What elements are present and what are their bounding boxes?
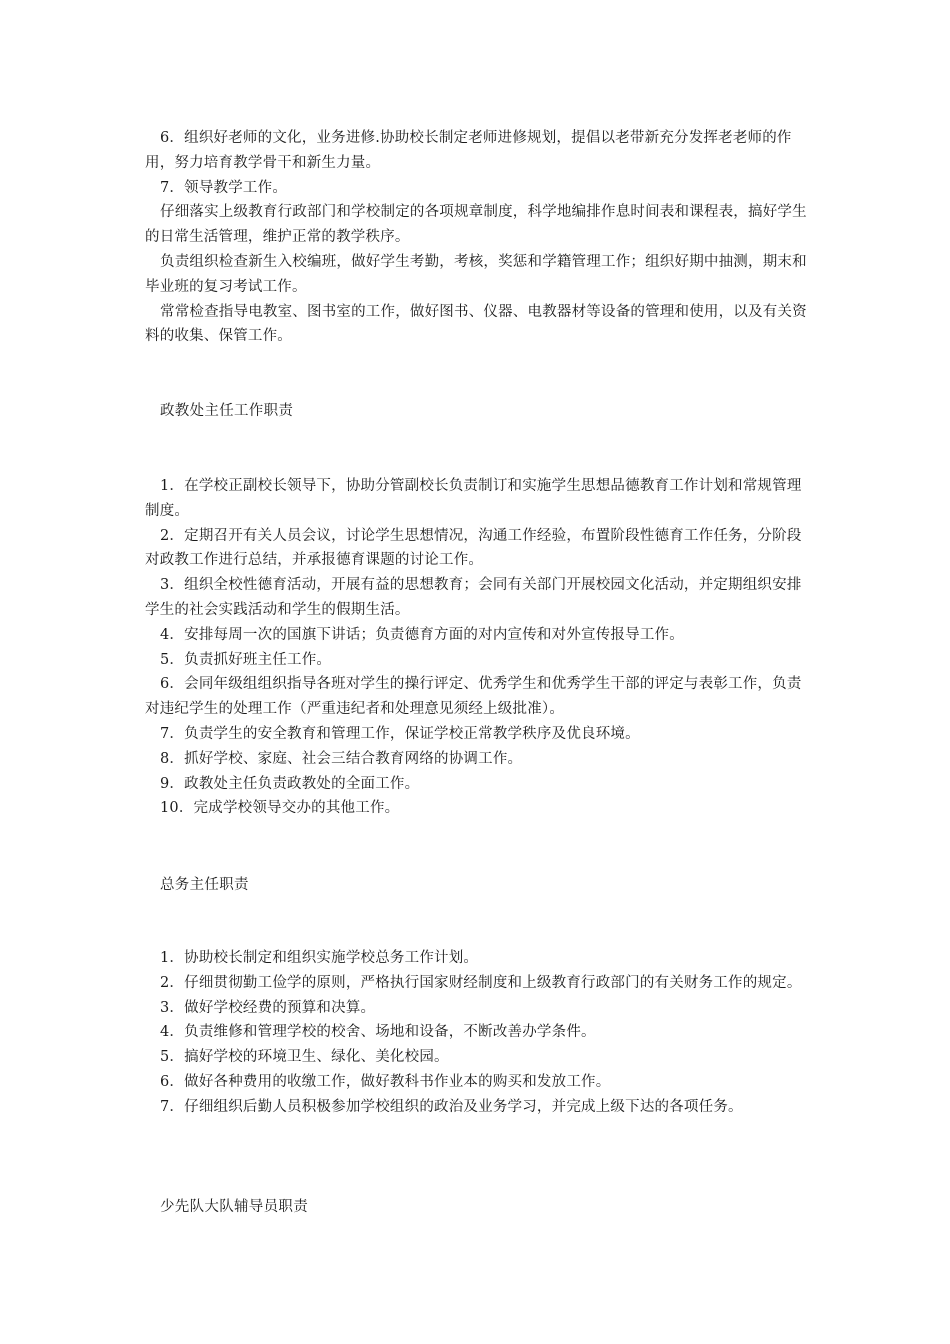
- paragraph: 7．仔细组织后勤人员积极参加学校组织的政治及业务学习，并完成上级下达的各项任务。: [160, 1098, 743, 1115]
- paragraph: 9．政教处主任负责政教处的全面工作。: [160, 775, 420, 792]
- paragraph: 3．组织全校性德育活动，开展有益的思想教育；会同有关部门开展校园文化活动，并定期组织安排学生的社会实践活动和学生的假期生活。: [145, 577, 802, 618]
- paragraph: 2．定期召开有关人员会议，讨论学生思想情况，沟通工作经验，布置阶段性德育工作任务，分阶段对政教工作进行总结，并承报德育课题的讨论工作。: [145, 527, 802, 569]
- section-political-director-duties: [145, 474, 810, 821]
- paragraph: 7．负责学生的安全教育和管理工作，保证学校正常教学秩序及优良环境。: [160, 725, 640, 742]
- paragraph: 5．负责抓好班主任工作。: [160, 651, 332, 668]
- paragraph: 6．组织好老师的文化，业务进修.协助校长制定老师进修规划，提倡以老带新充分发挥老老师的作用，努力培育教学骨干和新生力量。: [145, 130, 792, 171]
- paragraph: 5．搞好学校的环境卫生、绿化、美化校园。: [160, 1049, 449, 1066]
- paragraph: 6．会同年级组组织指导各班对学生的操行评定、优秀学生和优秀学生干部的评定与表彰工作，负责对违纪学生的处理工作（严重违纪者和处理意见须经上级批准）。: [145, 676, 802, 718]
- paragraph: 负责组织检查新生入校编班，做好学生考勤，考核，奖惩和学籍管理工作；组织好期中抽测，期末和毕业班的复习考试工作。: [145, 253, 807, 295]
- paragraph: 1．协助校长制定和组织实施学校总务工作计划。: [160, 950, 479, 966]
- paragraph: 常常检查指导电教室、图书室的工作，做好图书、仪器、电教器材等设备的管理和使用，以及有关资料的收集、保管工作。: [145, 303, 807, 345]
- paragraph: 10．完成学校领导交办的其他工作。: [160, 800, 400, 817]
- section-title-general-affairs: 总务主任职责: [160, 877, 249, 893]
- section-academic-duties: [145, 126, 810, 349]
- section-general-affairs-duties: [145, 946, 810, 1120]
- paragraph: 6．做好各种费用的收缴工作，做好教科书作业本的购买和发放工作。: [160, 1073, 611, 1090]
- paragraph: 4．安排每周一次的国旗下讲话；负责德育方面的对内宣传和对外宣传报导工作。: [160, 626, 684, 643]
- paragraph: 8．抓好学校、家庭、社会三结合教育网络的协调工作。: [160, 750, 523, 767]
- section-title-pioneer-counselor: 少先队大队辅导员职责: [160, 1199, 308, 1215]
- paragraph: 仔细落实上级教育行政部门和学校制定的各项规章制度，科学地编排作息时间表和课程表，搞好学生的日常生活管理，维护正常的教学秩序。: [145, 204, 807, 246]
- section-title-political-director: 政教处主任工作职责: [160, 403, 294, 419]
- paragraph: 7．领导教学工作。: [160, 179, 288, 196]
- paragraph: 2．仔细贯彻勤工俭学的原则，严格执行国家财经制度和上级教育行政部门的有关财务工作的规定。: [160, 974, 802, 991]
- paragraph: 4．负责维修和管理学校的校舍、场地和设备，不断改善办学条件。: [160, 1024, 596, 1041]
- paragraph: 1．在学校正副校长领导下，协助分管副校长负责制订和实施学生思想品德教育工作计划和常规管理制度。: [145, 478, 802, 519]
- paragraph: 3．做好学校经费的预算和决算。: [160, 999, 376, 1016]
